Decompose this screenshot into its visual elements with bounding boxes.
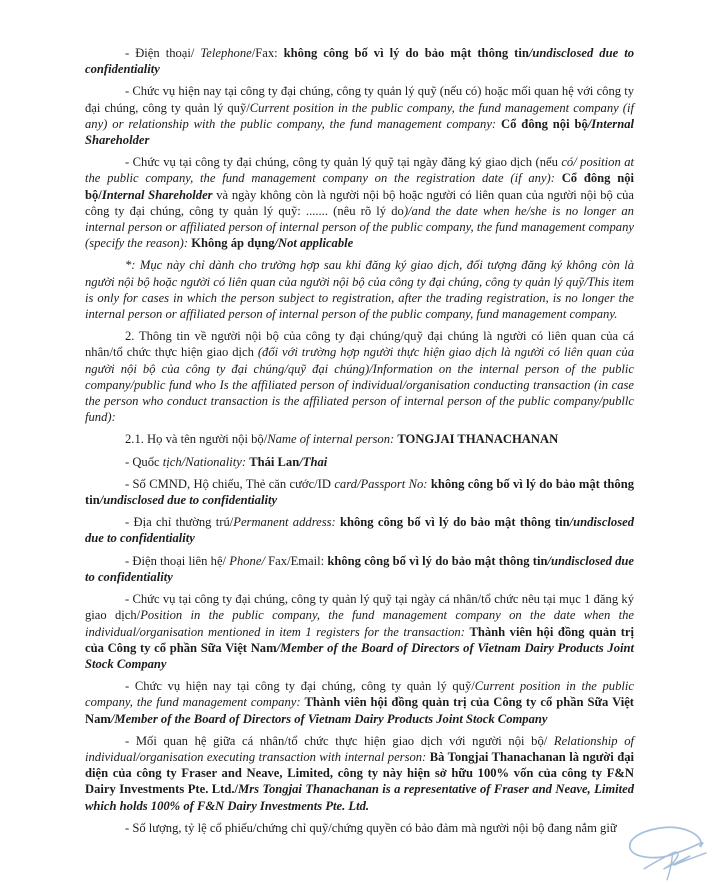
text-run: có/ position at the public company, the fund management company on the registration date (if any): xyxy=(85,155,634,186)
text-run: - Chức vụ tại công ty đại chúng, công ty quản lý quỹ tại ngày đăng ký giao dịch (nếu xyxy=(125,155,562,170)
text-run: Cổ đông nội bộ/ xyxy=(85,171,635,202)
text-run: /undisclosed due to confidentiality xyxy=(85,515,634,546)
paragraph xyxy=(85,591,634,672)
paragraph xyxy=(85,45,634,77)
text-run: Không áp dụng xyxy=(191,236,275,251)
text-run: /Member of the Board of Directors of Vietnam Dairy Products Joint Stock Company xyxy=(85,640,634,671)
paragraph xyxy=(85,257,634,322)
text-run: - Điện thoại/ xyxy=(125,46,201,60)
text-run: 2.1. Họ và tên người nội bộ/ xyxy=(125,432,268,447)
text-run: - Điện thoại liên hệ/ xyxy=(125,553,230,568)
text-run: Cổ đông nội bộ xyxy=(501,116,588,131)
text-run: - Số lượng, tỷ lệ cổ phiếu/chứng chỉ quỹ/chứng quyền có bảo đảm mà người nội bộ đang nắm giữ xyxy=(125,820,617,835)
text-run: )/and the date when he/she is no longer an internal person or affiliated person of internal person of the public company, the fund management company (specify the reason): xyxy=(85,203,634,251)
paragraph xyxy=(85,454,634,470)
text-run: Internal Shareholder xyxy=(101,187,213,202)
paragraph xyxy=(85,733,634,814)
text-run: /Not applicable xyxy=(274,236,354,251)
text-run: Current position in the public company, the fund management company (if any) or relationship with the public company, the fund management company: xyxy=(85,100,634,131)
signature-initials xyxy=(616,822,713,881)
text-run: - Chức vụ tại công ty đại chúng, công ty quản lý quỹ tại ngày cá nhân/tổ chức nêu tại mục 1 đăng ký giao dịch/ xyxy=(85,592,634,623)
paragraph xyxy=(85,83,634,148)
text-run: - Số CMND, Hộ chiếu, Thẻ căn cước/ID xyxy=(125,476,335,491)
text-run: Phone/ xyxy=(229,553,265,568)
paragraph xyxy=(85,553,634,585)
text-run: không công bố vì lý do bảo mật thông tin xyxy=(340,515,570,530)
text-run: Telephone xyxy=(200,46,252,60)
text-run: không công bố vì lý do bảo mật thông tin xyxy=(327,553,548,568)
text-run: /Member of the Board of Directors of Vietnam Dairy Products Joint Stock Company xyxy=(110,711,548,726)
signature-loop-stroke xyxy=(630,827,703,857)
text-run: - Mối quan hệ giữa cá nhân/tổ chức thực hiện giao dịch với người nội bộ/ xyxy=(125,733,554,748)
text-run: (đối với trường hợp người thực hiện giao dịch là người có liên quan của người nội bộ của công ty đại chúng/quỹ đại chúng)/Information on the internal person of the public company/public fund who Is the affiliated person of individual/organisation conducting transaction (in case the person who conduct transaction is the affiliated person of internal person of the public company/publlc fund): xyxy=(85,345,634,425)
text-run: TONGJAI THANACHANAN xyxy=(397,432,559,447)
text-run: 2. Thông tin về người nội bộ của công ty đại chúng/quỹ đại chúng là người có liên quan của cá nhân/tổ chức thực hiện giao dịch xyxy=(85,329,634,360)
text-run: Bà Tongjai Thanachanan là người đại diện của công ty Fraser and Neave, Limited, công ty này hiện sở hữu 100% vốn của công ty F&N Dairy Investments Pte. Ltd./ xyxy=(85,749,634,797)
paragraph xyxy=(85,431,634,447)
signature-zigzag-stroke xyxy=(644,852,706,868)
paragraph xyxy=(85,476,634,508)
text-run: - Chức vụ hiện nay tại công ty đại chúng, công ty quản lý quỹ (nếu có) hoặc mối quan hệ với công ty đại chúng, công ty quản lý quỹ/ xyxy=(85,84,634,115)
text-run: - Quốc xyxy=(125,454,163,469)
text-run: /undisclosed due to confidentiality xyxy=(85,46,634,77)
text-run: và ngày không còn là người nội bộ hoặc người có liên quan của người nội bộ của công ty đại chúng, công ty quản lý quỹ: ....... (nêu rõ lý do xyxy=(85,187,634,218)
paragraph xyxy=(85,154,634,251)
text-run: Thành viên hội đồng quản trị của Công ty cổ phần Sữa Việt Nam xyxy=(85,624,635,655)
text-run: Name of internal person: xyxy=(267,432,398,447)
text-run: Permanent address: xyxy=(233,515,340,530)
document-body xyxy=(85,45,634,836)
text-run: - Địa chỉ thường trú/ xyxy=(125,515,234,530)
text-run: Mrs Tongjai Thanachanan is a representative of Fraser and Neave, Limited which holds 100% of F&N Dairy Investments Pte. Ltd. xyxy=(85,782,634,813)
text-run: Thành viên hội đồng quản trị của Công ty cổ phần Sữa Việt Nam xyxy=(85,695,634,726)
text-run: Current position in the public company, the fund management company: xyxy=(85,679,634,710)
text-run: /Fax: xyxy=(251,46,284,60)
text-run: không công bố vì lý do bảo mật thông tin xyxy=(283,46,529,60)
text-run: Thái Lan xyxy=(249,454,300,469)
text-run: card/Passport No: xyxy=(334,476,431,491)
text-run: không công bố vì lý do bảo mật thông tin xyxy=(85,476,634,508)
text-run: /Thai xyxy=(299,454,328,469)
text-run: /undisclosed due to confidentiality xyxy=(85,553,634,584)
text-run: /undisclosed due to confidentiality xyxy=(99,493,278,508)
text-run: /Internal Shareholder xyxy=(85,116,634,148)
text-run: Position in the public company, the fund management company on the date when the individual/organisation mentioned in item 1 registers for the transaction: xyxy=(85,608,634,639)
paragraph xyxy=(85,820,634,836)
text-run: Fax/Email: xyxy=(264,553,328,568)
text-run: tịch/Nationality: xyxy=(162,454,250,469)
text-run: - Chức vụ hiện nay tại công ty đại chúng, công ty quản lý quỹ/ xyxy=(125,679,475,694)
text-run: Relationship of individual/organisation executing transaction with internal person: xyxy=(85,733,634,764)
paragraph xyxy=(85,328,634,425)
text-run: *: Mục này chỉ dành cho trường hợp sau khi đăng ký giao dịch, đối tượng đăng ký không còn là người nội bộ hoặc người có liên quan của người nội bộ của công ty đại chúng, công ty quản lý quỹ/This item is only for cases in which the person subject to registration, after the trading registration, is no longer the internal person or affiliated person of internal person of the public company, fund management company. xyxy=(85,258,634,322)
paragraph xyxy=(85,678,634,727)
paragraph xyxy=(85,514,634,546)
